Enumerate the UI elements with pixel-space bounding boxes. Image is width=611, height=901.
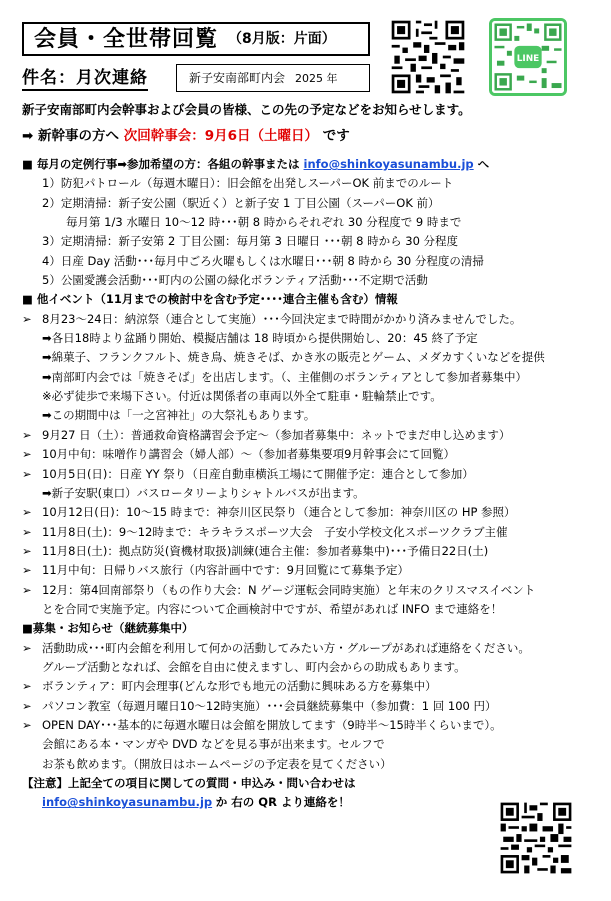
list-item (22, 600, 602, 619)
note-line: 【注意】上記全ての項目に関しての質問・申込み・問い合わせは (22, 776, 356, 790)
list-item-text: 11月中旬：日帰りバス旅行（内容計画中です：9月回覧にて募集予定） (42, 563, 409, 578)
note-tail: か 右の QR より連絡を！ (215, 795, 350, 810)
main-body (22, 155, 602, 813)
recruit-list (22, 639, 602, 774)
org-name: 新子安南部町内会 (189, 70, 286, 85)
list-item (22, 387, 602, 406)
list-item-text: グループ活動となれば、会館を自由に使えますし、町内会からの助成もあります。 (42, 659, 466, 674)
list-item-text: ➡この期間中は「一之宮神社」の大祭礼もあります。 (42, 408, 316, 423)
bullet-icon: ➢ (22, 717, 32, 732)
bullet-icon: ➢ (22, 427, 32, 442)
qr-code-icon[interactable] (389, 18, 467, 96)
line-label: LINE (516, 54, 540, 65)
regular-heading-text: ■ 毎月の定例行事➡参加希望の方：各組の幹事または (22, 157, 300, 171)
list-item-text: とを合同で実施予定。内容について企画検討中ですが、希望があれば INFO まで連絡を！ (42, 601, 503, 616)
year-label: 2025 年 (295, 71, 338, 85)
list-item (22, 677, 602, 696)
new-officer-prefix: ➡ 新幹事の方へ (22, 128, 120, 144)
list-item (22, 465, 602, 484)
page-title: 会員・全世帯回覧 (34, 26, 219, 52)
list-item: 3）定期清掃：新子安第 2 丁目公園：毎月第 3 日曜日 ･･･朝 8 時から 30 分程度 (42, 234, 459, 249)
list-item: 4）日産 Day 活動･･･毎月中ごろ火曜もしくは水曜日･･･朝 8 時から 30 分程度の清掃 (42, 253, 484, 268)
new-officer-notice (22, 127, 350, 146)
bullet-icon: ➢ (22, 640, 32, 655)
list-item-text: お茶も飲めます。（開放日はホームページの予定表を見てください） (42, 756, 392, 771)
events-heading: ■ 他イベント（11月までの検討中を含む予定････連合主催も含む）情報 (22, 292, 398, 307)
bullet-icon: ➢ (22, 447, 32, 462)
list-item (22, 368, 602, 387)
bullet-icon: ➢ (22, 543, 32, 558)
list-item (22, 426, 602, 445)
list-item-text: 11月8日(土)：9～12時まで：キラキラスポーツ大会 子安小学校文化スポーツクラブ主催 (42, 524, 508, 539)
list-item (22, 755, 602, 774)
list-item-text: OPEN DAY･･･基本的に毎週水曜日は会館を開放してます（9時半～15時半くらいまで）。 (42, 717, 502, 732)
list-item (22, 697, 602, 716)
bullet-icon: ➢ (22, 505, 32, 520)
bullet-icon: ➢ (22, 466, 32, 481)
bullet-icon: ➢ (22, 698, 32, 713)
intro-text: 新子安南部町内会幹事および会員の皆様、この先の予定などをお知らせします。 (22, 102, 471, 117)
list-item-text: 10月5日(日)：日産 YY 祭り（日産自動車横浜工場にて開催予定：連合として参加） (42, 466, 474, 481)
list-item (22, 561, 602, 580)
list-item (22, 716, 602, 735)
regular-heading-tail: へ (477, 157, 490, 171)
list-item-text: ➡南部町内会では「焼きそば」を出店します。（、主催側のボランティアとして参加者募集中） (42, 369, 528, 384)
list-item: 2）定期清掃：新子安公園（駅近く）と新子安 1 丁目公園（スーパーOK 前） (42, 195, 440, 210)
list-item (22, 484, 602, 503)
list-item: 毎月第 1/3 水曜日 10～12 時･･･朝 8 時からそれぞれ 30 分程度で 9 時まで (66, 215, 462, 230)
list-item (22, 542, 602, 561)
list-item-text: ➡新子安駅(東口）バスロータリーよりシャトルバスが出ます。 (42, 485, 365, 500)
list-item-text: 11月8日(土)：拠点防災(資機材取扱)訓練(連合主催：参加者募集中)･･･予備日22日(土) (42, 543, 489, 558)
list-item-text: 10月中旬：味噌作り講習会（婦人部）～（参加者募集要項9月幹事会にて回覧） (42, 447, 455, 462)
title-box (22, 22, 370, 56)
list-item (22, 503, 602, 522)
contact-qr-code-icon[interactable] (498, 800, 574, 876)
list-item-text: 10月12日(日)：10～15 時まで：神奈川区民祭り（連合として参加：神奈川区の HP 参照） (42, 505, 516, 520)
list-item-text: 8月23～24日：納涼祭（連合として実施）･･･今回決定まで時間がかかり済みませんでした。 (42, 311, 522, 326)
list-item (22, 445, 602, 464)
subject-label: 件名：月次連絡 (22, 69, 148, 91)
list-item (22, 735, 602, 754)
list-item-text: 会館にある本・マンガや DVD などを見る事が出来ます。セルフで (42, 737, 385, 752)
recruit-heading: ■募集・お知らせ（継続募集中） (22, 621, 194, 636)
bullet-icon: ➢ (22, 311, 32, 326)
list-item (22, 406, 602, 425)
bullet-icon: ➢ (22, 563, 32, 578)
new-officer-suffix: です (322, 128, 350, 144)
list-item: 5）公園愛護会活動･･･町内の公園の緑化ボランティア活動･･･不定期で活動 (42, 273, 428, 288)
list-item (22, 658, 602, 677)
list-item (22, 581, 602, 600)
list-item-text: ➡各日18時より盆踊り開始、模擬店舗は 18 時頃から提供開始し、20：45 終了予定 (42, 331, 478, 346)
list-item-text: 9月27 日（土）：普通救命資格講習会予定～（参加者募集中：ネットでまだ申し込めます） (42, 427, 511, 442)
list-item-text: ボランティア：町内会理事(どんな形でも地元の活動に興味ある方を募集中） (42, 679, 437, 694)
bullet-icon: ➢ (22, 679, 32, 694)
note-email-link[interactable]: info@shinkoyasunambu.jp (42, 795, 213, 810)
bullet-icon: ➢ (22, 582, 32, 597)
org-box (176, 64, 370, 92)
list-item-text: 12月：第4回南部祭り（もの作り大会：N ゲージ運転会同時実施）と年末のクリスマスイベント (42, 582, 536, 597)
list-item (22, 523, 602, 542)
list-item-text: パソコン教室（毎週月曜日10～12時実施）･･･会員継続募集中（参加費：1 回 100 円） (42, 698, 497, 713)
bullet-icon: ➢ (22, 524, 32, 539)
events-list (22, 310, 602, 620)
list-item-text: ➡綿菓子、フランクフルト、焼き鳥、焼きそば、かき氷の販売とゲーム、メダカすくいなどを提供 (42, 350, 545, 365)
list-item-text: ※必ず徒歩で来場下さい。付近は関係者の車両以外全て駐車・駐輪禁止です。 (42, 389, 442, 404)
list-item: 1）防犯パトロール（毎週木曜日）：旧会館を出発しスーパーOK 前までのルート (42, 176, 454, 191)
list-item (22, 310, 602, 329)
edition-label: （8月版：片面） (228, 30, 336, 47)
list-item (22, 348, 602, 367)
line-qr-code-icon[interactable] (489, 18, 567, 96)
regular-heading (22, 155, 602, 174)
list-item (22, 329, 602, 348)
list-item (22, 639, 602, 658)
next-meeting-date: 次回幹事会：9月6日（土曜日） (123, 128, 319, 144)
list-item-text: 活動助成･･･町内会館を利用して何かの活動してみたい方・グループがあれば連絡をください。 (42, 640, 530, 655)
contact-email-link[interactable]: info@shinkoyasunambu.jp (303, 157, 474, 171)
